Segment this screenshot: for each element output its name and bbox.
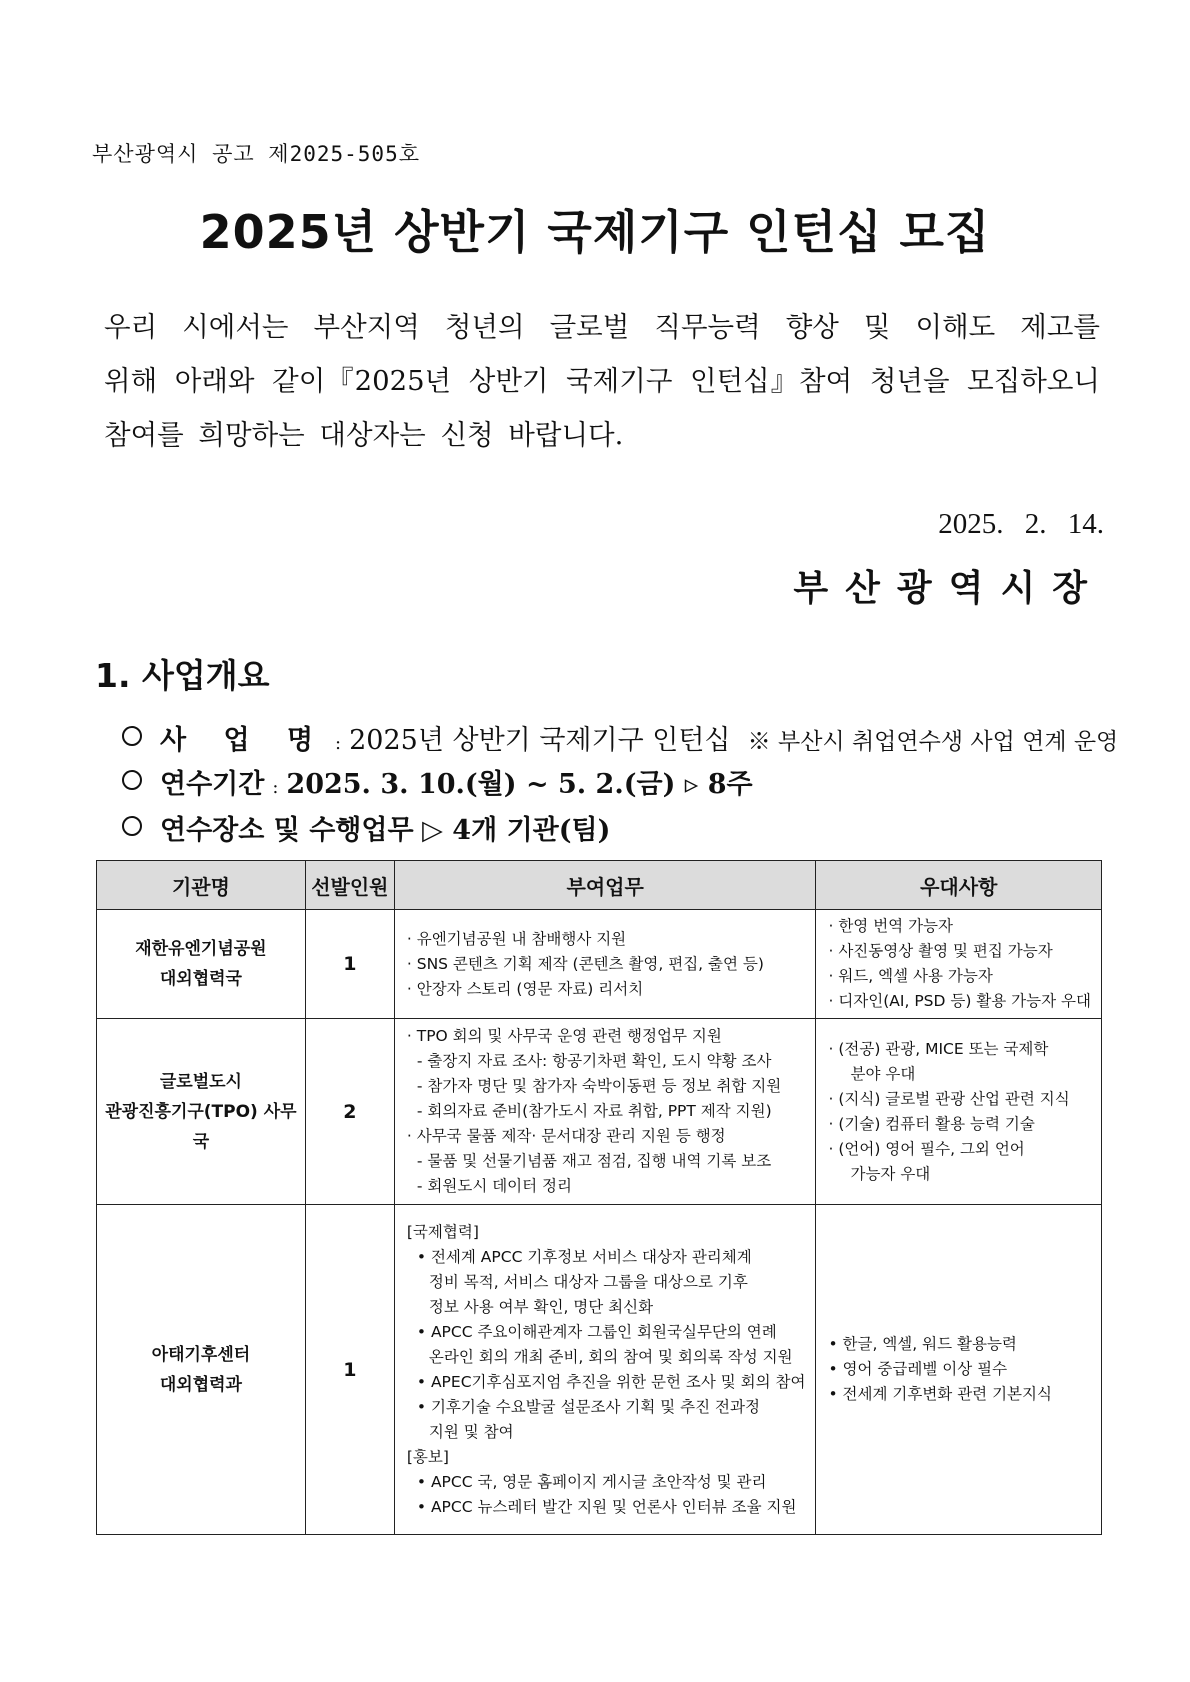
circle-bullet-icon bbox=[122, 726, 142, 746]
page-title: 2025년 상반기 국제기구 인턴십 모집 bbox=[199, 205, 991, 259]
duty-item: 지원 및 참여 bbox=[428, 1422, 514, 1441]
period-label: 연수기간 bbox=[160, 769, 265, 800]
project-name-value: 2025년 상반기 국제기구 인턴십 bbox=[349, 725, 731, 756]
intro-line: 우리 시에서는 부산지역 청년의 글로벌 직무능력 향상 및 이해도 제고를 bbox=[104, 311, 1100, 343]
duty-item: [국제협력] bbox=[406, 1222, 479, 1241]
circle-bullet-icon bbox=[122, 770, 142, 790]
duties-cell bbox=[394, 1019, 816, 1205]
org-dept: 대외협력국 bbox=[159, 969, 242, 989]
places-row bbox=[122, 808, 610, 847]
duty-item: • APCC 주요이해관계자 그룹인 회원국실무단의 연례 bbox=[416, 1322, 777, 1341]
period-row: 연수기간 : 2025. 3. 10.(월) ~ 5. 2.(금) ▹ 8주 bbox=[122, 762, 753, 801]
count-cell: 2 bbox=[305, 1019, 394, 1205]
header-prefs: 우대사항 bbox=[816, 861, 1102, 910]
duty-item: · SNS 콘텐츠 기획 제작 (콘텐츠 촬영, 편집, 출연 등) bbox=[406, 954, 764, 973]
org-cell bbox=[97, 1019, 306, 1205]
pref-item: · (기술) 컴퓨터 활용 능력 기술 bbox=[828, 1114, 1035, 1133]
pref-item: • 전세계 기후변화 관련 기본지식 bbox=[828, 1385, 1052, 1403]
duty-item: - 회의자료 준비(참가도시 자료 취합, PPT 제작 지원) bbox=[416, 1102, 772, 1120]
pref-item: · (지식) 글로벌 관광 산업 관련 지식 bbox=[828, 1089, 1070, 1108]
org-cell bbox=[97, 910, 306, 1019]
table-header-row bbox=[97, 861, 1102, 910]
places-label: 연수장소 및 수행업무 bbox=[160, 815, 414, 846]
duty-item: • 기후기술 수요발굴 설문조사 기획 및 추진 전과정 bbox=[416, 1397, 760, 1416]
project-name-row: 사 업 명 : 2025년 상반기 국제기구 인턴십 ※ 부산시 취업연수생 사업 연계 운영 bbox=[122, 718, 1118, 757]
duty-item: • 전세계 APCC 기후정보 서비스 대상자 관리체계 bbox=[416, 1247, 752, 1266]
header-org: 기관명 bbox=[97, 861, 306, 910]
pref-item: 가능자 우대 bbox=[850, 1164, 931, 1183]
intro-line: 참여를 희망하는 대상자는 신청 바랍니다. bbox=[104, 419, 624, 451]
duty-item: [홍보] bbox=[406, 1447, 449, 1466]
duty-item: · 안장자 스토리 (영문 자료) 리서치 bbox=[406, 979, 644, 998]
notice-date: 2025. 2. 14. bbox=[938, 508, 1104, 540]
project-name-label: 사 업 명 bbox=[160, 725, 328, 756]
duty-item: • APCC 국, 영문 홈페이지 게시글 초안작성 및 관리 bbox=[416, 1472, 767, 1491]
places-value: ▷ 4개 기관(팀) bbox=[422, 815, 611, 846]
pref-item: · 워드, 엑셀 사용 가능자 bbox=[828, 967, 993, 985]
duty-item: 온라인 회의 개최 준비, 회의 참여 및 회의록 작성 지원 bbox=[428, 1347, 793, 1366]
duty-item: • APCC 뉴스레터 발간 지원 및 언론사 인터뷰 조율 지원 bbox=[416, 1497, 797, 1516]
duty-item: - 회원도시 데이터 정리 bbox=[416, 1177, 573, 1195]
pref-item: · (언어) 영어 필수, 그외 언어 bbox=[828, 1139, 1025, 1158]
pref-item: • 한글, 엑셀, 워드 활용능력 bbox=[828, 1335, 1017, 1353]
pref-item: · 한영 번역 가능자 bbox=[828, 917, 953, 935]
org-dept: 대외협력과 bbox=[159, 1374, 242, 1395]
duty-item: 정보 사용 여부 확인, 명단 최신화 bbox=[428, 1297, 654, 1316]
prefs-cell bbox=[816, 1019, 1102, 1205]
pref-item: 분야 우대 bbox=[850, 1064, 916, 1083]
duty-item: · 사무국 물품 제작· 문서대장 관리 지원 등 행정 bbox=[406, 1127, 726, 1145]
header-count: 선발인원 bbox=[305, 861, 394, 910]
duty-item: - 출장지 자료 조사: 항공기차편 확인, 도시 약황 조사 bbox=[416, 1052, 772, 1070]
institution-table bbox=[96, 860, 1102, 1535]
period-value: 2025. 3. 10.(월) ~ 5. 2.(금) ▹ 8주 bbox=[286, 769, 753, 800]
duty-item: - 참가자 명단 및 참가자 숙박이동편 등 정보 취합 지원 bbox=[416, 1077, 782, 1095]
duty-item: · 유엔기념공원 내 참배행사 지원 bbox=[406, 929, 627, 948]
pref-item: • 영어 중급레벨 이상 필수 bbox=[828, 1360, 1008, 1378]
count-cell: 1 bbox=[305, 1205, 394, 1535]
issuer-name: 부산광역시장 bbox=[793, 567, 1104, 609]
pref-item: · 사진동영상 촬영 및 편집 가능자 bbox=[828, 942, 1053, 960]
circle-bullet-icon bbox=[122, 816, 142, 836]
header-duties: 부여업무 bbox=[394, 861, 816, 910]
duty-item: • APEC기후심포지엄 추진을 위한 문헌 조사 및 회의 참여 bbox=[416, 1372, 806, 1391]
org-dept: 관광진흥기구(TPO) 사무국 bbox=[105, 1101, 297, 1152]
table-row bbox=[97, 1205, 1102, 1535]
duties-cell bbox=[394, 910, 816, 1019]
table-row bbox=[97, 910, 1102, 1019]
intro-line: 위해 아래와 같이『2025년 상반기 국제기구 인턴십』참여 청년을 모집하오니 bbox=[104, 365, 1100, 397]
prefs-cell bbox=[816, 910, 1102, 1019]
table-row bbox=[97, 1019, 1102, 1205]
pref-item: · 디자인(AI, PSD 등) 활용 가능자 우대 bbox=[828, 992, 1091, 1010]
org-name: 글로벌도시 bbox=[159, 1071, 242, 1092]
notice-number: 부산광역시 공고 제2025-505호 bbox=[92, 142, 421, 166]
duty-item: · TPO 회의 및 사무국 운영 관련 행정업무 지원 bbox=[406, 1027, 722, 1045]
pref-item: · (전공) 관광, MICE 또는 국제학 bbox=[828, 1039, 1049, 1058]
duty-item: - 물품 및 선물기념품 재고 점검, 집행 내역 기록 보조 bbox=[416, 1152, 772, 1170]
duties-cell bbox=[394, 1205, 816, 1535]
count-cell: 1 bbox=[305, 910, 394, 1019]
org-cell bbox=[97, 1205, 306, 1535]
duty-item: 정비 목적, 서비스 대상자 그룹을 대상으로 기후 bbox=[428, 1272, 748, 1291]
intro-paragraph bbox=[104, 300, 1100, 462]
project-name-note: ※ 부산시 취업연수생 사업 연계 운영 bbox=[747, 729, 1119, 755]
prefs-cell bbox=[816, 1205, 1102, 1535]
section-heading: 1. 사업개요 bbox=[95, 656, 270, 695]
org-name: 아태기후센터 bbox=[151, 1344, 251, 1365]
org-name: 재한유엔기념공원 bbox=[135, 939, 267, 959]
